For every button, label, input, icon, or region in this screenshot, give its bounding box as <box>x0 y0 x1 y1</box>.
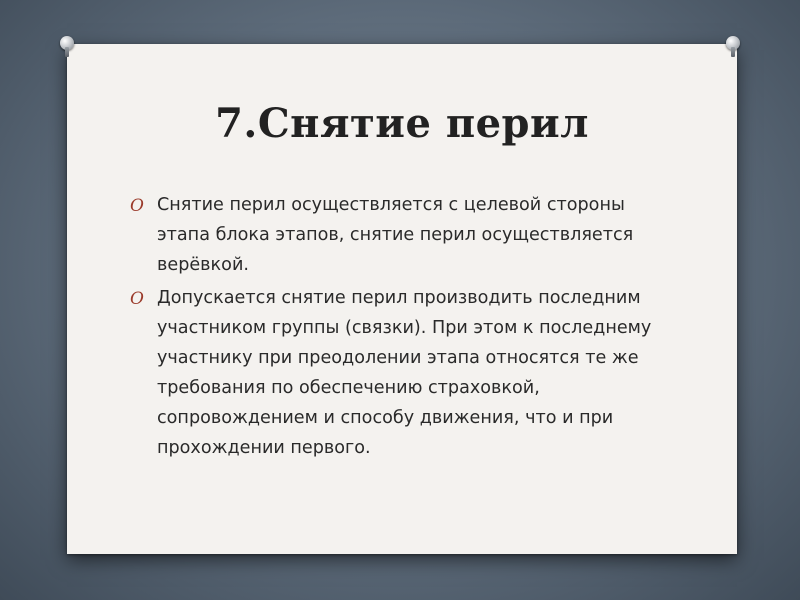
bullet-item <box>130 283 670 463</box>
bullet-text: Допускается снятие перил производить последним участником группы (связки). При этом к последнему участнику при преодолении этапа относятся те же требования по обеспечению страховкой, сопровождением и способу движения, что и при прохождении первого. <box>157 288 652 458</box>
bullet-item <box>130 190 670 280</box>
bullet-list <box>130 190 670 466</box>
pushpin-icon <box>723 36 743 56</box>
bullet-marker-icon: O <box>130 196 144 216</box>
bullet-marker-icon: O <box>130 289 144 309</box>
bullet-text: Снятие перил осуществляется с целевой стороны этапа блока этапов, снятие перил осуществляется верёвкой. <box>157 195 634 275</box>
slide-title: 7.Снятие перил <box>215 100 589 147</box>
pushpin-icon <box>57 36 77 56</box>
